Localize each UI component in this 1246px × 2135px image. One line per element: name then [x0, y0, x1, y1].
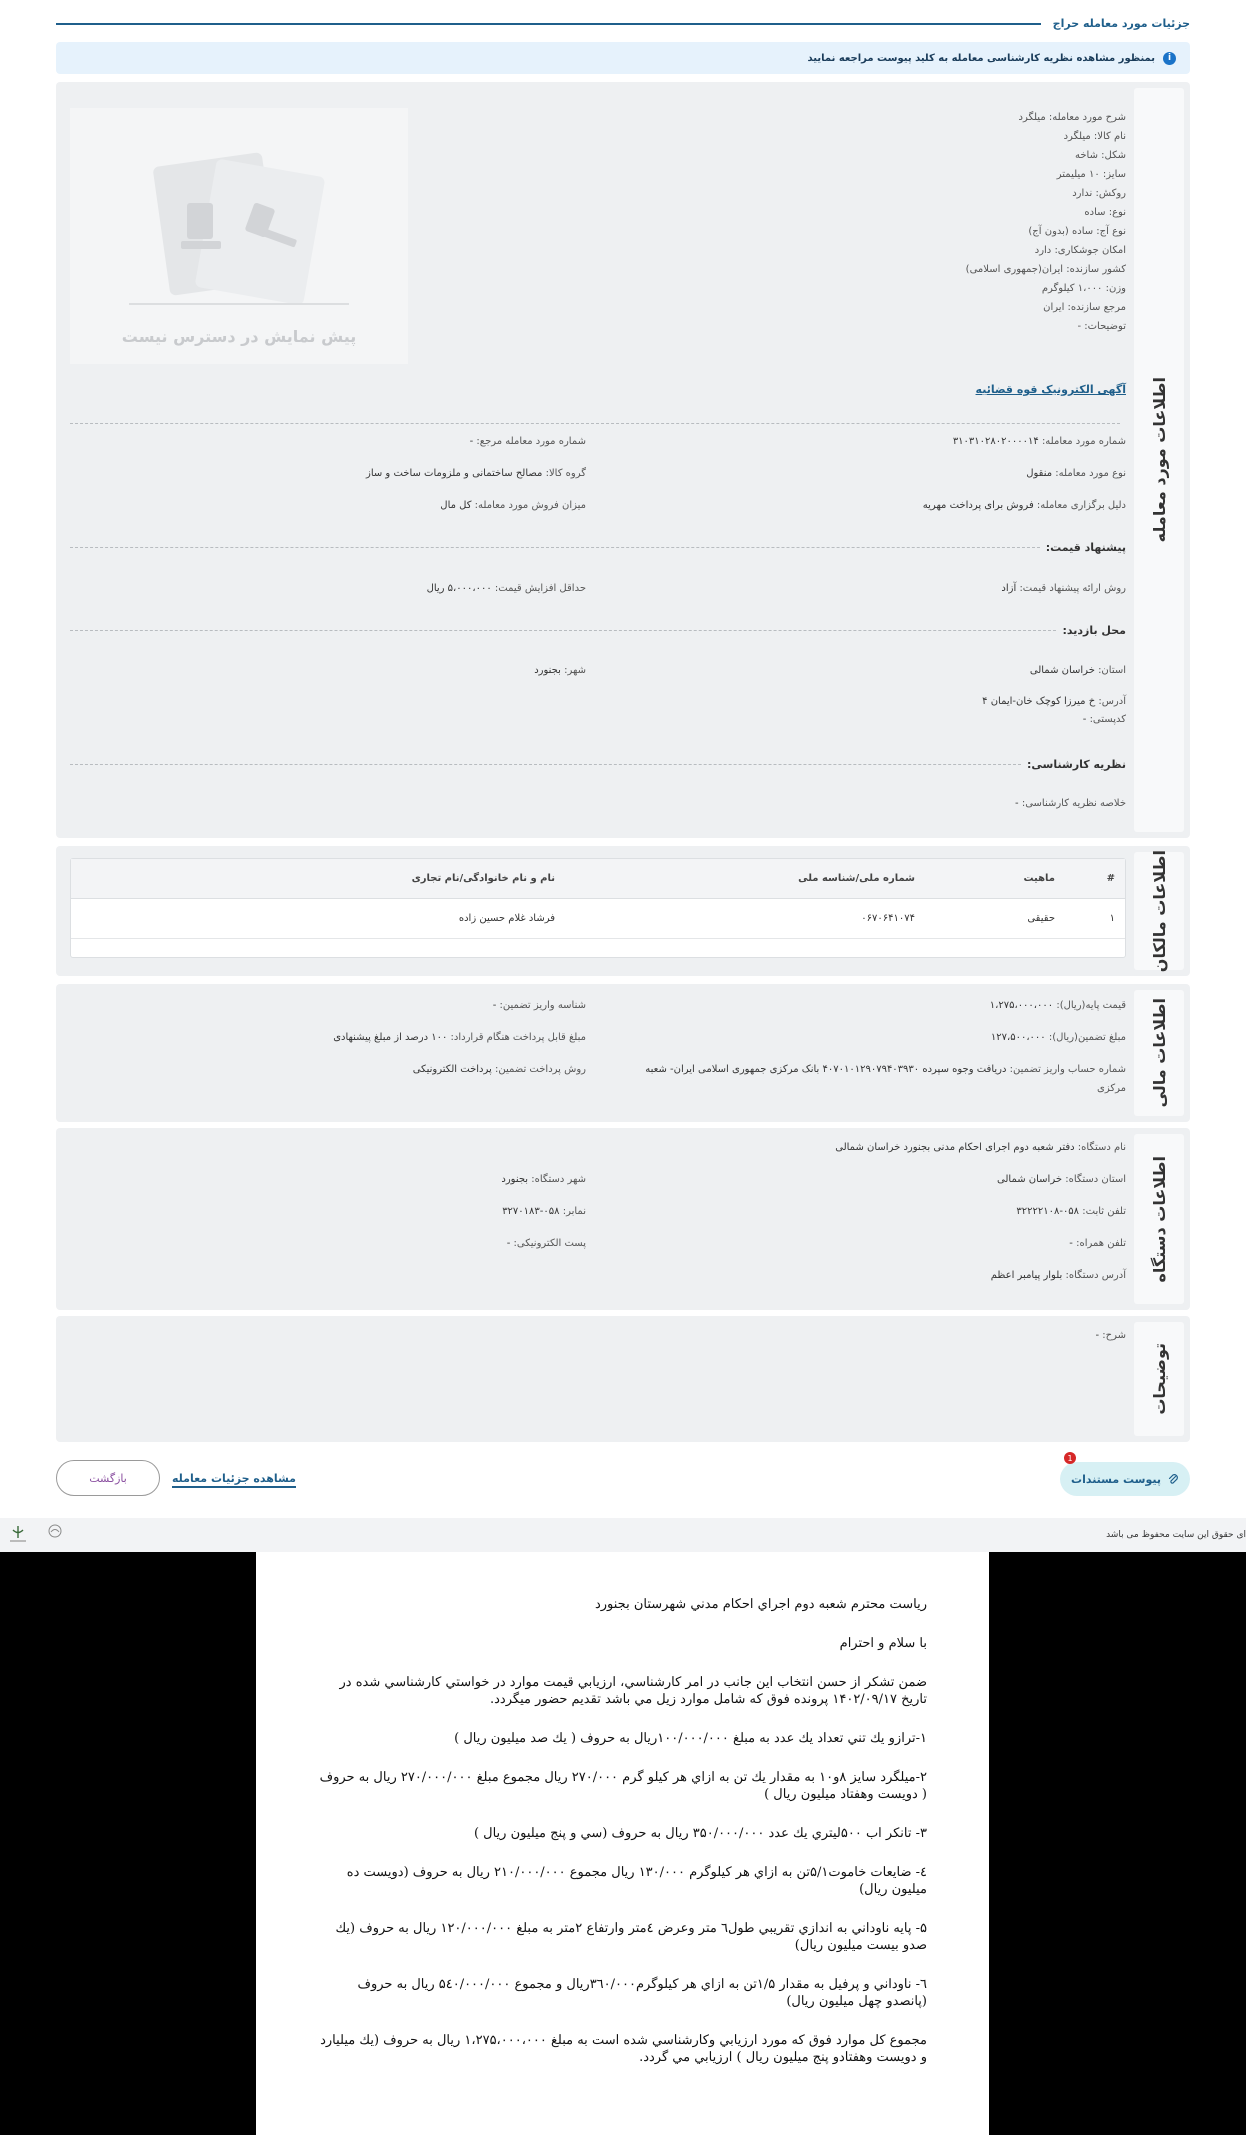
spec-line: نوع آج: ساده (بدون آج) — [1028, 226, 1126, 237]
copyright-bar — [0, 1518, 1246, 1552]
placeholder-caption: پیش نمایش در دسترس نیست — [121, 327, 357, 346]
row-national-id: ۰۶۷۰۶۴۱۰۷۴ — [861, 913, 915, 924]
expert-heading: نظریه کارشناسی: — [70, 757, 1126, 771]
guarantee-amount-field: مبلغ تضمین(ریال): ۱۲۷،۵۰۰،۰۰۰ — [990, 1032, 1126, 1043]
postal-code-field: کدپستی: - — [1082, 714, 1126, 725]
bid-method-field: روش ارائه پیشنهاد قیمت: آزاد — [1001, 583, 1126, 594]
info-banner-text: بمنظور مشاهده نظریه کارشناسی معامله به کلید پیوست مراجعه نمایید — [807, 52, 1155, 64]
owners-section-label: اطلاعات مالکان — [1134, 852, 1184, 970]
col-header-index: # — [1106, 873, 1115, 884]
footer-logos — [4, 1524, 62, 1546]
agency-city-field: شهر دستگاه: بجنورد — [501, 1174, 586, 1185]
document-paragraph: مجموع كل موارد فوق كه مورد ارزيابي وكارشناسي شده است به مبلغ ۱،۲۷۵،۰۰۰،۰۰۰ ريال به حروف (يك ميليارد و دويست وهفتادو پنج ميليون ريال ) ارزيابي مي گردد. — [320, 2033, 927, 2065]
notes-section — [56, 1316, 1190, 1442]
page-title: جزئیات مورد معامله حراج — [1052, 16, 1190, 30]
col-header-type: ماهیت — [1023, 873, 1055, 884]
visit-heading: محل بازدید: — [70, 623, 1126, 637]
document-paragraph: ۵- پايه ناوداني به اندازي تقريبي طول٦ متر وعرض ٤متر وارتفاع ۲متر به مبلغ ۱۲۰/۰۰۰/۰۰۰ ريال به حروف (يك صدو بيست ميليون ريال) — [335, 1921, 927, 1953]
judiciary-logo-icon — [48, 1524, 62, 1538]
owners-table-header — [71, 859, 1125, 899]
info-icon: i — [1163, 52, 1176, 65]
document-paragraph: ٦- ناوداني و پرفيل به مقدار ۱/۵تن به ازاي هر كيلوگرم۳٦۰/۰۰۰ريال و مجموع ۵٤۰/۰۰۰/۰۰۰ ريال به حروف (پانصدو چهل ميليون ريال) — [357, 1977, 927, 2009]
sale-amount-field: میزان فروش مورد معامله: کل مال — [440, 500, 586, 511]
attachments-label: پیوست مستندات — [1071, 1472, 1161, 1486]
gavel-document-icon — [139, 133, 339, 303]
view-details-link[interactable]: مشاهده جزئیات معامله — [172, 1472, 296, 1488]
document-viewer — [0, 1552, 1246, 2135]
agency-mobile-field: تلفن همراه: - — [1069, 1238, 1126, 1249]
agency-section-label: اطلاعات دستگاه — [1134, 1134, 1184, 1304]
col-header-national-id: شماره ملی/شناسه ملی — [798, 873, 915, 884]
payable-amount-field: مبلغ قابل پرداخت هنگام قرارداد: ۱۰۰ درصد از مبلغ پیشنهادی — [333, 1032, 586, 1043]
attachments-button[interactable] — [1060, 1462, 1190, 1496]
electronic-ad-link[interactable]: آگهی الکترونیک قوه قضائیه — [975, 383, 1126, 396]
agency-address-field: آدرس دستگاه: بلوار پیامبر اعظم — [990, 1270, 1126, 1281]
attachments-count-badge: 1 — [1064, 1452, 1076, 1464]
spec-line: امکان جوشکاری: دارد — [1034, 245, 1126, 256]
paperclip-icon — [1167, 1473, 1179, 1485]
expert-report-document — [256, 1552, 989, 2135]
copyright-text: ای حقوق این سایت محفوظ می باشد — [1106, 1530, 1246, 1540]
agency-email-field: پست الکترونیکی: - — [506, 1238, 586, 1249]
min-increase-field: حداقل افزایش قیمت: ۵،۰۰۰،۰۰۰ ریال — [426, 583, 586, 594]
document-paragraph: ضمن تشكر از حسن انتخاب اين جانب در امر كارشناسي، ارزيابي قيمت موارد در خواستي كارشناسي شده در تاريخ ۱۴۰۲/۰۹/۱۷ پرونده فوق كه شامل موارد زيل مي باشد تقديم حضور ميگردد. — [339, 1675, 927, 1707]
notes-description-field: شرح: - — [1095, 1330, 1126, 1341]
agency-section — [56, 1128, 1190, 1310]
agency-fax-field: نمابر: ۰۵۸-۳۲۷۰۱۸۳ — [502, 1206, 586, 1217]
agency-province-field: استان دستگاه: خراسان شمالی — [997, 1174, 1126, 1185]
financial-section-label: اطلاعات مالی — [1134, 990, 1184, 1116]
bid-heading: پیشنهاد قیمت: — [70, 540, 1126, 554]
spec-line: شرح مورد معامله: میلگرد — [1018, 112, 1126, 123]
item-info-section-label: اطلاعات مورد معامله — [1134, 88, 1184, 832]
province-field: استان: خراسان شمالی — [1029, 665, 1126, 676]
owners-table — [70, 858, 1126, 958]
reference-number-field: شماره مورد معامله مرجع: - — [469, 436, 586, 447]
row-name: فرشاد غلام حسین زاده — [458, 913, 555, 924]
spec-line: مرجع سازنده: ایران — [1043, 302, 1126, 313]
item-info-section — [56, 82, 1190, 838]
col-header-name: نام و نام خانوادگی/نام تجاری — [411, 873, 555, 884]
account-number-field: شماره حساب واریز تضمین: دریافت وجوه سپرده ۴۰۷۰۱۰۱۲۹۰۷۹۴۰۳۹۳۰ بانک مرکزی جمهوری اسلامی ایران- شعبه — [645, 1064, 1126, 1075]
spec-line: نوع: ساده — [1084, 207, 1126, 218]
spec-line: توضیحات: - — [1077, 321, 1126, 332]
base-price-field: قیمت پایه(ریال): ۱،۲۷۵،۰۰۰،۰۰۰ — [989, 1000, 1126, 1011]
agency-phone-field: تلفن ثابت: ۰۵۸-۳۲۲۲۲۱۰۸ — [1016, 1206, 1126, 1217]
document-paragraph: ٤- ضايعات خاموت۵/۱تن به ازاي هر كيلوگرم ۱۳۰/۰۰۰ ريال مجموع ۲۱۰/۰۰۰/۰۰۰ ريال به حروف (دويست ده ميليون ريال) — [346, 1865, 927, 1897]
address-field: آدرس: خ میرزا کوچک خان-ایمان ۴ — [982, 696, 1126, 707]
payment-method-field: روش پرداخت تضمین: پرداخت الکترونیکی — [412, 1064, 586, 1075]
sale-reason-field: دلیل برگزاری معامله: فروش برای پرداخت مهریه — [922, 500, 1126, 511]
footer-actions — [56, 1453, 1190, 1498]
spec-line: نام کالا: میلگرد — [1063, 131, 1126, 142]
financial-section — [56, 984, 1190, 1122]
account-number-field-line2: مرکزی — [1097, 1083, 1126, 1094]
table-row — [71, 899, 1125, 939]
agency-name-field: نام دستگاه: دفتر شعبه دوم اجرای احکام مدنی بجنورد خراسان شمالی — [835, 1142, 1126, 1153]
image-preview-placeholder — [70, 108, 408, 364]
page-header — [56, 12, 1190, 34]
header-divider — [56, 23, 1041, 25]
city-field: شهر: بجنورد — [534, 665, 586, 676]
placeholder-divider — [129, 303, 349, 305]
notes-section-label: توضیحات — [1134, 1322, 1184, 1436]
row-index: ۱ — [1109, 913, 1115, 924]
document-paragraph: با سلام و احترام — [839, 1636, 927, 1651]
item-type-field: نوع مورد معامله: منقول — [1026, 468, 1126, 479]
item-divider — [70, 416, 1126, 430]
document-paragraph: ۳- تانكر اب ۵۰۰ليتري يك عدد ۳۵۰/۰۰۰/۰۰۰ ريال به حروف (سي و پنج ميليون ريال ) — [473, 1826, 927, 1841]
info-banner — [56, 42, 1190, 74]
deposit-id-field: شناسه واریز تضمین: - — [492, 1000, 586, 1011]
goods-group-field: گروه کالا: مصالح ساختمانی و ملزومات ساخت و ساز — [366, 468, 586, 479]
spec-line: وزن: ۱،۰۰۰ کیلوگرم — [1041, 283, 1126, 294]
expert-summary-field: خلاصه نظریه کارشناسی: - — [1015, 798, 1126, 809]
document-paragraph: ریاست محترم شعبه دوم اجراي احكام مدني شهرستان بجنورد — [594, 1597, 927, 1612]
spec-line: کشور سازنده: ایران(جمهوری اسلامی) — [965, 264, 1126, 275]
back-button[interactable]: بازگشت — [56, 1460, 160, 1496]
document-paragraph: ۲-ميلگرد سايز ۸و۱۰ به مقدار يك تن به ازاي هر كيلو گرم ۲۷۰/۰۰۰ ريال مجموع مبلغ ۲۷۰/۰۰۰/۰۰۰ ريال به حروف ( دويست وهفتاد ميليون ريال ) — [319, 1770, 927, 1802]
item-number-field: شماره مورد معامله: ۳۱۰۳۱۰۲۸۰۲۰۰۰۰۱۴ — [952, 436, 1126, 447]
row-type: حقیقی — [1027, 913, 1055, 924]
document-paragraph: ۱-ترازو يك تني تعداد يك عدد به مبلغ ۱۰۰/۰۰۰/۰۰۰ريال به حروف ( يك صد ميليون ريال ) — [454, 1731, 927, 1746]
owners-section — [56, 846, 1190, 976]
spec-line: سایز: ۱۰ میلیمتر — [1056, 169, 1126, 180]
spec-line: روکش: ندارد — [1072, 188, 1126, 199]
spec-line: شکل: شاخه — [1075, 150, 1126, 161]
emblem-logo-icon — [4, 1524, 32, 1546]
